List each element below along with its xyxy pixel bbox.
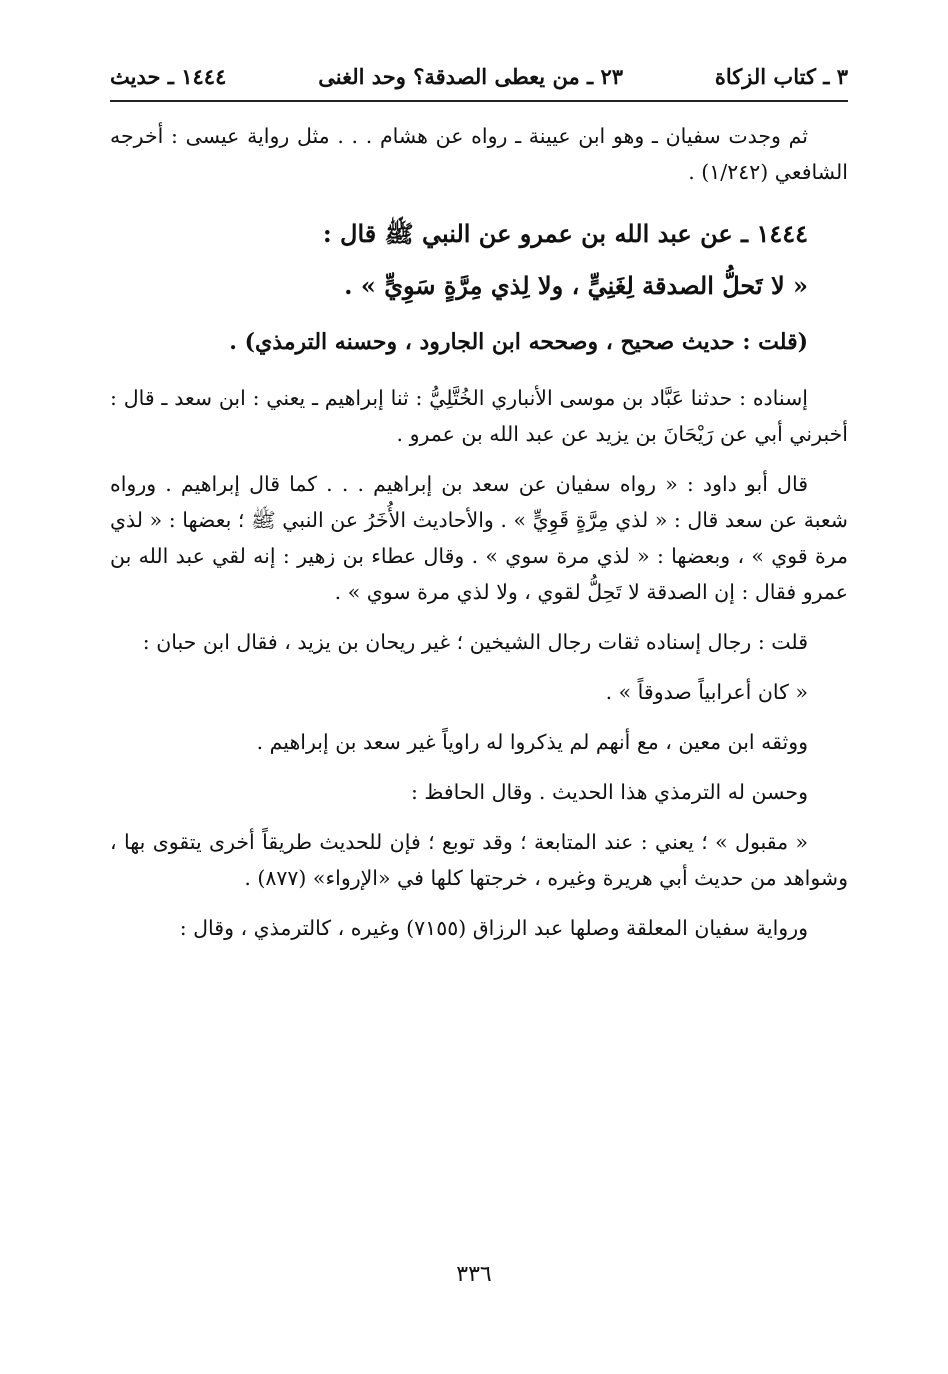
header-hadith-ref: ١٤٤٤ ـ حديث [110, 63, 227, 89]
header-book-title: ٣ ـ كتاب الزكاة [714, 63, 848, 89]
page-body [110, 118, 848, 960]
hadith-text: « لا تَحلُّ الصدقة لِغَنِيٍّ ، ولا لِذي مِرَّةٍ سَوِيٍّ » . [344, 271, 808, 300]
paragraph-abu-dawud: قال أبو داود : « رواه سفيان عن سعد بن إبراهيم . . . كما قال إبراهيم . ورواه شعبة عن سعد قال : « لذي مِرَّةٍ قَوِيٍّ » . والأحاديث الأُخَرُ عن النبي ﷺ ؛ بعضها : « لذي مرة قوي » ، وبعضها : « لذي مرة سوي » . وقال عطاء بن زهير : إنه لقي عبد الله بن عمرو فقال : إن الصدقة لا تَحِلُّ لقوي ، ولا لذي مرة سوي » . [110, 472, 848, 604]
paragraph-tirmidhi: وحسن له الترمذي هذا الحديث . وقال الحافظ : [410, 780, 808, 804]
running-header [110, 56, 848, 96]
header-divider [110, 100, 848, 102]
page-number: ٣٣٦ [456, 1262, 492, 1287]
paragraph-ibn-maeen: ووثقه ابن معين ، مع أنهم لم يذكروا له راوياً غير سعد بن إبراهيم . [256, 730, 808, 754]
header-chapter-title: ٢٣ ـ من يعطى الصدقة؟ وحد الغنى [318, 63, 624, 89]
hadith-grade: (قلت : حديث صحيح ، وصححه ابن الجارود ، وحسنه الترمذي) . [229, 329, 808, 355]
paragraph-rijal: قلت : رجال إسناده ثقات رجال الشيخين ؛ غير ريحان بن يزيد ، فقال ابن حبان : [142, 630, 808, 654]
paragraph-maqbul: « مقبول » ؛ يعني : عند المتابعة ؛ وقد توبع ؛ فإن للحديث طريقاً أخرى يتقوى بها ، وشواهد من حديث أبي هريرة وغيره ، خرجتها كلها في «الإرواء» (٨٧٧) . [110, 830, 848, 890]
paragraph-intro: ثم وجدت سفيان ـ وهو ابن عيينة ـ رواه عن هشام . . . مثل رواية عيسى : أخرجه الشافعي (١/٢٤٢) . [110, 124, 848, 184]
hadith-heading: ١٤٤٤ ـ عن عبد الله بن عمرو عن النبي ﷺ قال : [322, 219, 808, 248]
paragraph-sufyan: ورواية سفيان المعلقة وصلها عبد الرزاق (٧١٥٥) وغيره ، كالترمذي ، وقال : [179, 916, 808, 940]
paragraph-isnad: إسناده : حدثنا عَبَّاد بن موسى الأنباري الخُتَّلِيُّ : ثنا إبراهيم ـ يعني : ابن سعد ـ قال : أخبرني أبي عن رَيْحَانَ بن يزيد عن عبد الله بن عمرو . [110, 386, 848, 446]
paragraph-quote: « كان أعرابياً صدوقاً » . [605, 680, 808, 704]
